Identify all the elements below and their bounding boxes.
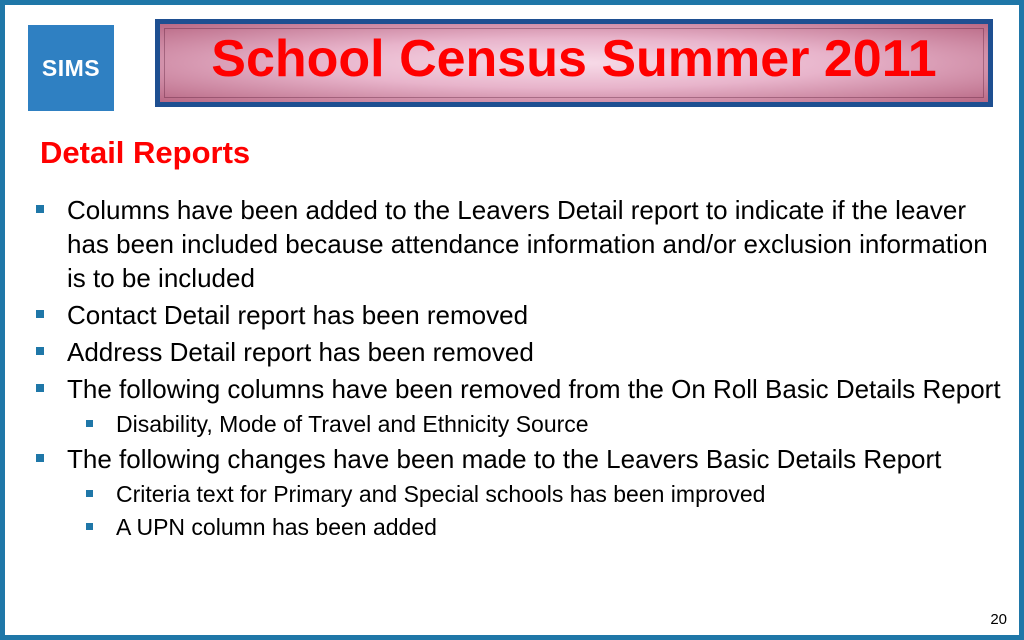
logo-text: SIMS [41, 54, 101, 81]
square-bullet-icon [33, 442, 67, 476]
sims-logo [28, 25, 114, 111]
bullet-item [33, 442, 1008, 476]
square-sub-bullet-icon [80, 512, 116, 542]
bullet-item [33, 298, 1008, 332]
square-sub-bullet-icon [80, 479, 116, 509]
section-heading: Detail Reports [40, 135, 251, 170]
sub-bullet-text: Disability, Mode of Travel and Ethnicity Source [116, 411, 589, 437]
square-bullet-icon [33, 298, 67, 332]
sub-bullet-text: A UPN column has been added [116, 514, 437, 540]
bullet-text: The following columns have been removed from the On Roll Basic Details Report [67, 374, 1001, 404]
square-bullet-icon [33, 372, 67, 406]
bullet-text: Contact Detail report has been removed [67, 300, 529, 330]
bullet-text: Address Detail report has been removed [67, 337, 534, 367]
square-sub-bullet-icon [80, 409, 116, 439]
square-bullet-icon [33, 193, 67, 227]
bullet-item [33, 193, 1008, 295]
bullet-list [33, 193, 1008, 545]
bullet-item [33, 372, 1008, 406]
sub-bullet-item [80, 479, 1008, 509]
bullet-text: The following changes have been made to the Leavers Basic Details Report [67, 444, 942, 474]
title-banner [155, 19, 993, 107]
page-number: 20 [990, 611, 1007, 628]
slide-title: School Census Summer 2011 [211, 30, 937, 88]
bullet-item [33, 335, 1008, 369]
sub-bullet-item [80, 512, 1008, 542]
bullet-text: Columns have been added to the Leavers Detail report to indicate if the leaver has been included because attendance information and/or exclusion information is to be included [67, 195, 988, 293]
sub-bullet-text: Criteria text for Primary and Special schools has been improved [116, 481, 766, 507]
sub-bullet-item [80, 409, 1008, 439]
square-bullet-icon [33, 335, 67, 369]
